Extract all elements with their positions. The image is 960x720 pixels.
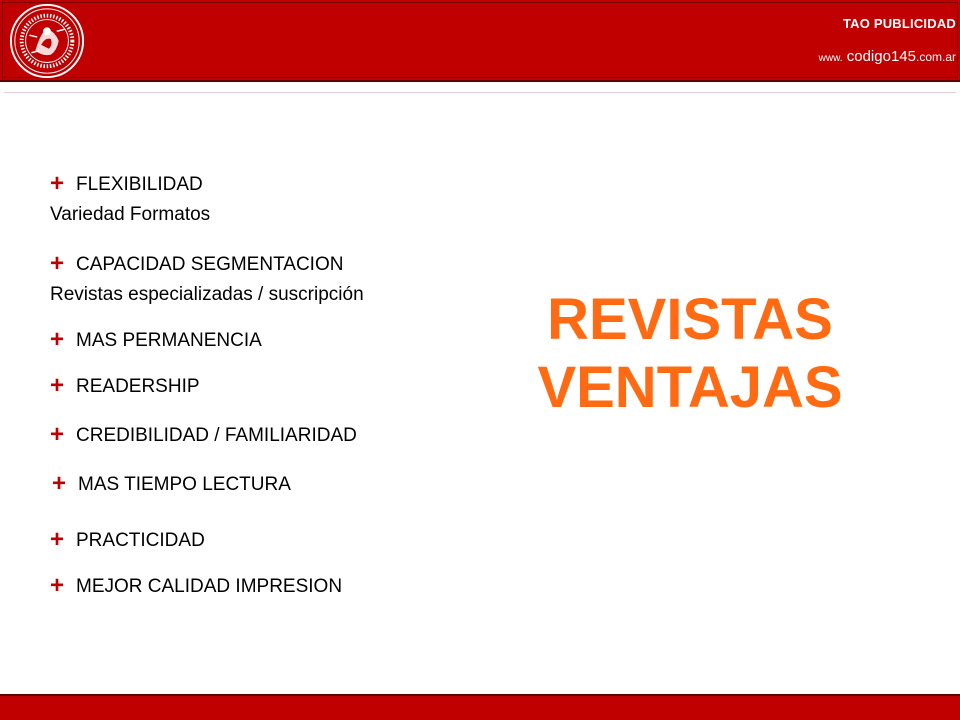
plus-icon: + [50, 372, 65, 399]
slide-title [520, 286, 860, 422]
list-item-mejor-calidad [50, 574, 342, 599]
item-sub: Variedad Formatos [50, 204, 211, 225]
plus-icon: + [50, 250, 65, 277]
title-line-2: VENTAJAS [537, 355, 843, 420]
brand-name: TAO PUBLICIDAD [842, 16, 956, 31]
item-label: MAS PERMANENCIA [76, 330, 262, 351]
list-item-readership [50, 374, 200, 399]
footer-bar [0, 694, 960, 720]
plus-icon: + [50, 170, 65, 197]
list-item-practicidad [50, 528, 205, 553]
brand-url[interactable] [819, 48, 956, 65]
url-suffix: .com.ar [915, 50, 956, 64]
plus-icon: + [50, 572, 65, 599]
item-label: CAPACIDAD SEGMENTACION [76, 254, 344, 275]
plus-icon: + [50, 421, 65, 448]
item-label: READERSHIP [76, 376, 200, 397]
plus-icon: + [50, 526, 65, 553]
list-item-mas-permanencia [50, 328, 262, 353]
item-label: MEJOR CALIDAD IMPRESION [76, 576, 343, 597]
advantages-list [50, 0, 510, 720]
item-label: FLEXIBILIDAD [76, 174, 203, 195]
list-item-flexibilidad [50, 172, 210, 227]
plus-icon: + [52, 470, 67, 497]
list-item-capacidad-segmentacion [50, 252, 364, 307]
list-item-mas-tiempo-lectura [52, 472, 291, 497]
url-main: codigo145 [846, 48, 916, 65]
title-line-1: REVISTAS [547, 287, 833, 352]
item-label: MAS TIEMPO LECTURA [78, 474, 291, 495]
item-label: PRACTICIDAD [76, 530, 205, 551]
item-label: CREDIBILIDAD / FAMILIARIDAD [76, 425, 357, 446]
url-prefix: www. [818, 53, 843, 64]
item-sub: Revistas especializadas / suscripción [50, 284, 364, 305]
plus-icon: + [50, 326, 65, 353]
list-item-credibilidad [50, 423, 357, 448]
